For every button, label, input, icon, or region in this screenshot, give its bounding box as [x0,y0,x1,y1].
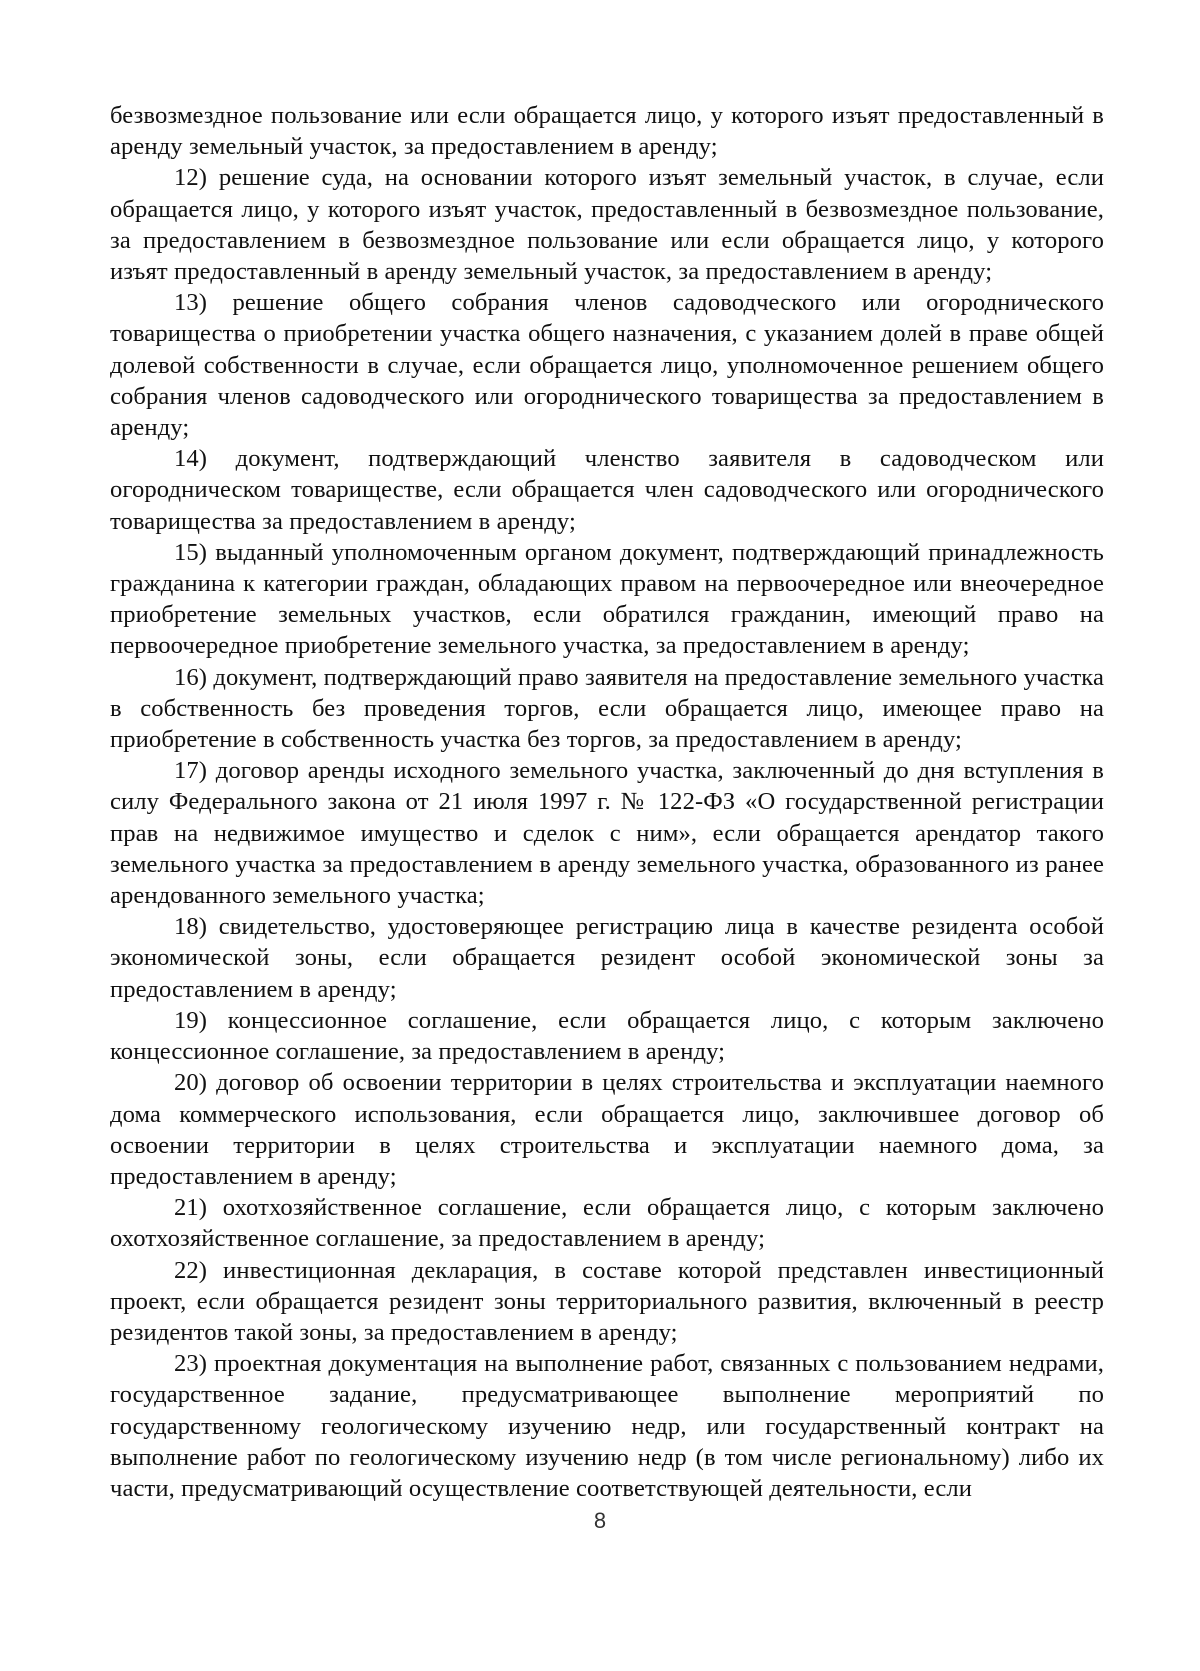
list-item-14: 14) документ, подтверждающий членство заявителя в садоводческом или огородническом товариществе, если обращается член садоводческого или огороднического товарищества за предоставлением в аренду; [110,445,1104,535]
list-item-12: 12) решение суда, на основании которого изъят земельный участок, в случае, если обращается лицо, у которого изъят участок, предоставленный в безвозмездное пользование, за предоставлением в безвозмездное пользование или если обращается лицо, у которого изъят предоставленный в аренду земельный участок, за предоставлением в аренду; [110,164,1104,286]
document-body [110,100,1104,1504]
list-item-23: 23) проектная документация на выполнение работ, связанных с пользованием недрами, государственное задание, предусматривающее выполнение мероприятий по государственному геологическому изучению недр, или государственный контракт на выполнение работ по геологическому изучению недр (в том числе региональному) либо их части, предусматривающий осуществление соответствующей деятельности, если [110,1350,1104,1502]
list-item-17: 17) договор аренды исходного земельного участка, заключенный до дня вступления в силу Федерального закона от 21 июля 1997 г. № 122-ФЗ «О государственной регистрации прав на недвижимое имущество и сделок с ним», если обращается арендатор такого земельного участка за предоставлением в аренду земельного участка, образованного из ранее арендованного земельного участка; [110,757,1104,910]
list-item-19: 19) концессионное соглашение, если обращается лицо, с которым заключено концессионное соглашение, за предоставлением в аренду; [110,1006,1104,1066]
list-item-13: 13) решение общего собрания членов садоводческого или огороднического товарищества о приобретении участка общего назначения, с указанием долей в праве общей долевой собственности в случае, если обращается лицо, уполномоченное решением общего собрания членов садоводческого или огороднического товарищества за предоставлением в аренду; [110,289,1104,442]
list-item-20: 20) договор об освоении территории в целях строительства и эксплуатации наемного дома коммерческого использования, если обращается лицо, заключившее договор об освоении территории в целях строительства и эксплуатации наемного дома, за предоставлением в аренду; [110,1069,1104,1190]
paragraph-continuation: безвозмездное пользование или если обращается лицо, у которого изъят предоставленный в аренду земельный участок, за предоставлением в аренду; [110,102,1104,161]
list-item-15: 15) выданный уполномоченным органом документ, подтверждающий принадлежность гражданина к категории граждан, обладающих правом на первоочередное или внеочередное приобретение земельных участков, если обратился гражданин, имеющий право на первоочередное приобретение земельного участка, за предоставлением в аренду; [110,538,1104,660]
list-item-16: 16) документ, подтверждающий право заявителя на предоставление земельного участка в собственность без проведения торгов, если обращается лицо, имеющее право на приобретение в собственность участка без торгов, за предоставлением в аренду; [110,663,1104,754]
list-item-22: 22) инвестиционная декларация, в составе которой представлен инвестиционный проект, если обращается резидент зоны территориального развития, включенный в реестр резидентов такой зоны, за предоставлением в аренду; [110,1256,1104,1346]
list-item-18: 18) свидетельство, удостоверяющее регистрацию лица в качестве резидента особой экономической зоны, если обращается резидент особой экономической зоны за предоставлением в аренду; [110,913,1104,1003]
list-item-21: 21) охотхозяйственное соглашение, если обращается лицо, с которым заключено охотхозяйственное соглашение, за предоставлением в аренду; [110,1194,1104,1253]
page-number: 8 [593,1508,607,1533]
